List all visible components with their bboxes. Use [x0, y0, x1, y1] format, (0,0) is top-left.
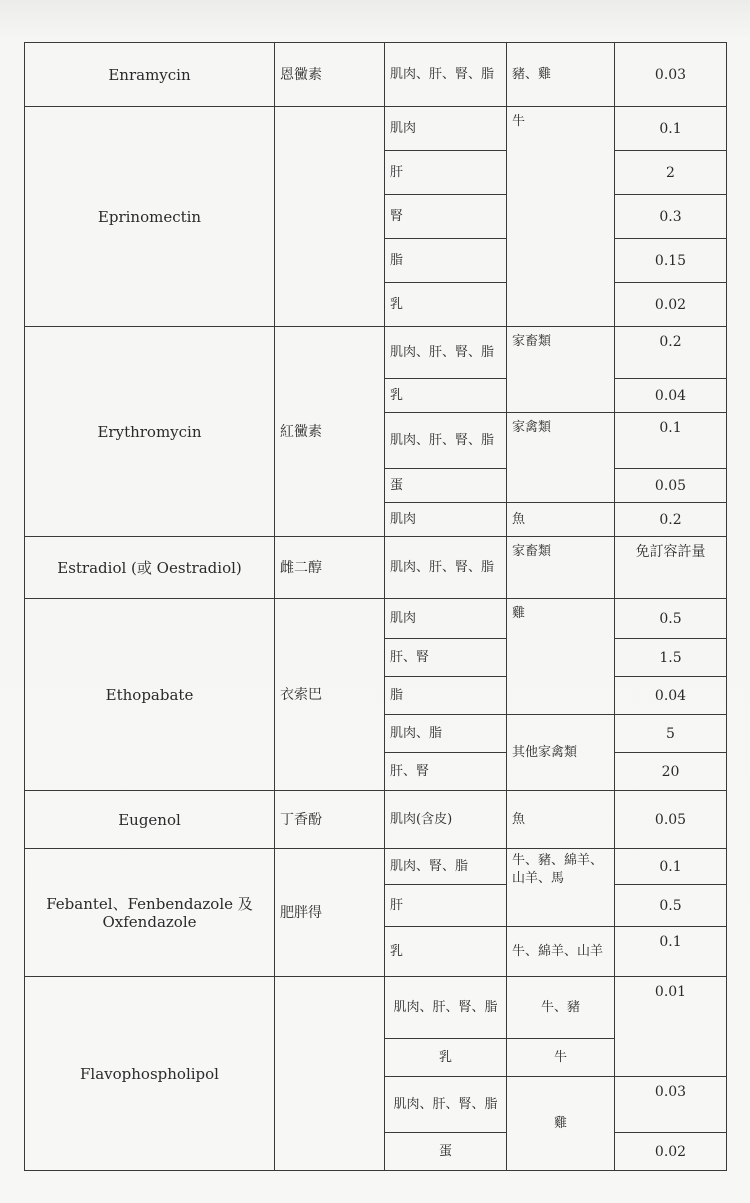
- tissue: 肌肉(含皮): [385, 791, 507, 849]
- limit-value: 0.05: [615, 791, 727, 849]
- species: 家畜類: [507, 537, 615, 599]
- species: 魚: [507, 503, 615, 537]
- table-row: [25, 977, 727, 1039]
- table-row: [25, 537, 727, 599]
- limit-value: 0.05: [615, 469, 727, 503]
- chinese-name: [275, 107, 385, 327]
- limit-value: 2: [615, 151, 727, 195]
- tissue: 肌肉、肝、腎、脂: [385, 537, 507, 599]
- drug-name: Eugenol: [25, 791, 275, 849]
- limit-value: 0.03: [615, 1077, 727, 1133]
- tissue: 肌肉、脂: [385, 715, 507, 753]
- tissue: 蛋: [385, 1133, 507, 1171]
- tissue: 肌肉、肝、腎、脂: [385, 1077, 507, 1133]
- limit-value: 0.1: [615, 927, 727, 977]
- limit-value: 0.1: [615, 413, 727, 469]
- limit-value: 0.02: [615, 283, 727, 327]
- limit-value: 0.1: [615, 849, 727, 885]
- limit-value: 0.5: [615, 885, 727, 927]
- table-row: [25, 849, 727, 885]
- tissue: 乳: [385, 927, 507, 977]
- tissue: 乳: [385, 379, 507, 413]
- drug-name: Ethopabate: [25, 599, 275, 791]
- species: 魚: [507, 791, 615, 849]
- tissue: 肌肉、腎、脂: [385, 849, 507, 885]
- chinese-name: 肥胖得: [275, 849, 385, 977]
- species: 豬、雞: [507, 43, 615, 107]
- limit-value: 0.15: [615, 239, 727, 283]
- tissue: 肌肉: [385, 107, 507, 151]
- species: 雞: [507, 599, 615, 715]
- tissue: 脂: [385, 677, 507, 715]
- tissue: 肌肉: [385, 503, 507, 537]
- table-row: [25, 791, 727, 849]
- table-row: [25, 107, 727, 151]
- limit-value: 0.1: [615, 107, 727, 151]
- tissue: 脂: [385, 239, 507, 283]
- limit-value: 20: [615, 753, 727, 791]
- tissue: 肝、腎: [385, 639, 507, 677]
- limit-value: 0.04: [615, 677, 727, 715]
- species: 牛: [507, 1039, 615, 1077]
- limit-value: 0.03: [615, 43, 727, 107]
- tissue: 肌肉、肝、腎、脂: [385, 43, 507, 107]
- tissue: 肌肉、肝、腎、脂: [385, 327, 507, 379]
- limit-value: 0.02: [615, 1133, 727, 1171]
- tissue: 肝: [385, 151, 507, 195]
- drug-name: Erythromycin: [25, 327, 275, 537]
- tissue: 蛋: [385, 469, 507, 503]
- species: 雞: [507, 1077, 615, 1171]
- limit-value: 0.01: [615, 977, 727, 1077]
- tissue: 肌肉、肝、腎、脂: [385, 977, 507, 1039]
- drug-name: Febantel、Fenbendazole 及 Oxfendazole: [25, 849, 275, 977]
- limit-value: 0.3: [615, 195, 727, 239]
- species: 牛、豬、綿羊、山羊、馬: [507, 849, 615, 927]
- species: 家禽類: [507, 413, 615, 503]
- chinese-name: 雌二醇: [275, 537, 385, 599]
- tissue: 腎: [385, 195, 507, 239]
- chinese-name: [275, 977, 385, 1171]
- species: 家畜類: [507, 327, 615, 413]
- table-row: [25, 43, 727, 107]
- limit-value: 0.2: [615, 327, 727, 379]
- limit-value: 1.5: [615, 639, 727, 677]
- limit-value: 0.2: [615, 503, 727, 537]
- residue-limit-table: [24, 42, 727, 1171]
- drug-name: Eprinomectin: [25, 107, 275, 327]
- limit-value: 免訂容許量: [615, 537, 727, 599]
- limit-value: 0.04: [615, 379, 727, 413]
- species: 牛、綿羊、山羊: [507, 927, 615, 977]
- tissue: 乳: [385, 283, 507, 327]
- species: 其他家禽類: [507, 715, 615, 791]
- tissue: 肌肉: [385, 599, 507, 639]
- chinese-name: 恩黴素: [275, 43, 385, 107]
- tissue: 肌肉、肝、腎、脂: [385, 413, 507, 469]
- limit-value: 5: [615, 715, 727, 753]
- table-row: [25, 327, 727, 379]
- table-row: [25, 599, 727, 639]
- species: 牛: [507, 107, 615, 327]
- tissue: 肝、腎: [385, 753, 507, 791]
- drug-name: Estradiol (或 Oestradiol): [25, 537, 275, 599]
- chinese-name: 衣索巴: [275, 599, 385, 791]
- drug-name: Flavophospholipol: [25, 977, 275, 1171]
- tissue: 乳: [385, 1039, 507, 1077]
- limit-value: 0.5: [615, 599, 727, 639]
- species: 牛、豬: [507, 977, 615, 1039]
- drug-name: Enramycin: [25, 43, 275, 107]
- chinese-name: 紅黴素: [275, 327, 385, 537]
- tissue: 肝: [385, 885, 507, 927]
- chinese-name: 丁香酚: [275, 791, 385, 849]
